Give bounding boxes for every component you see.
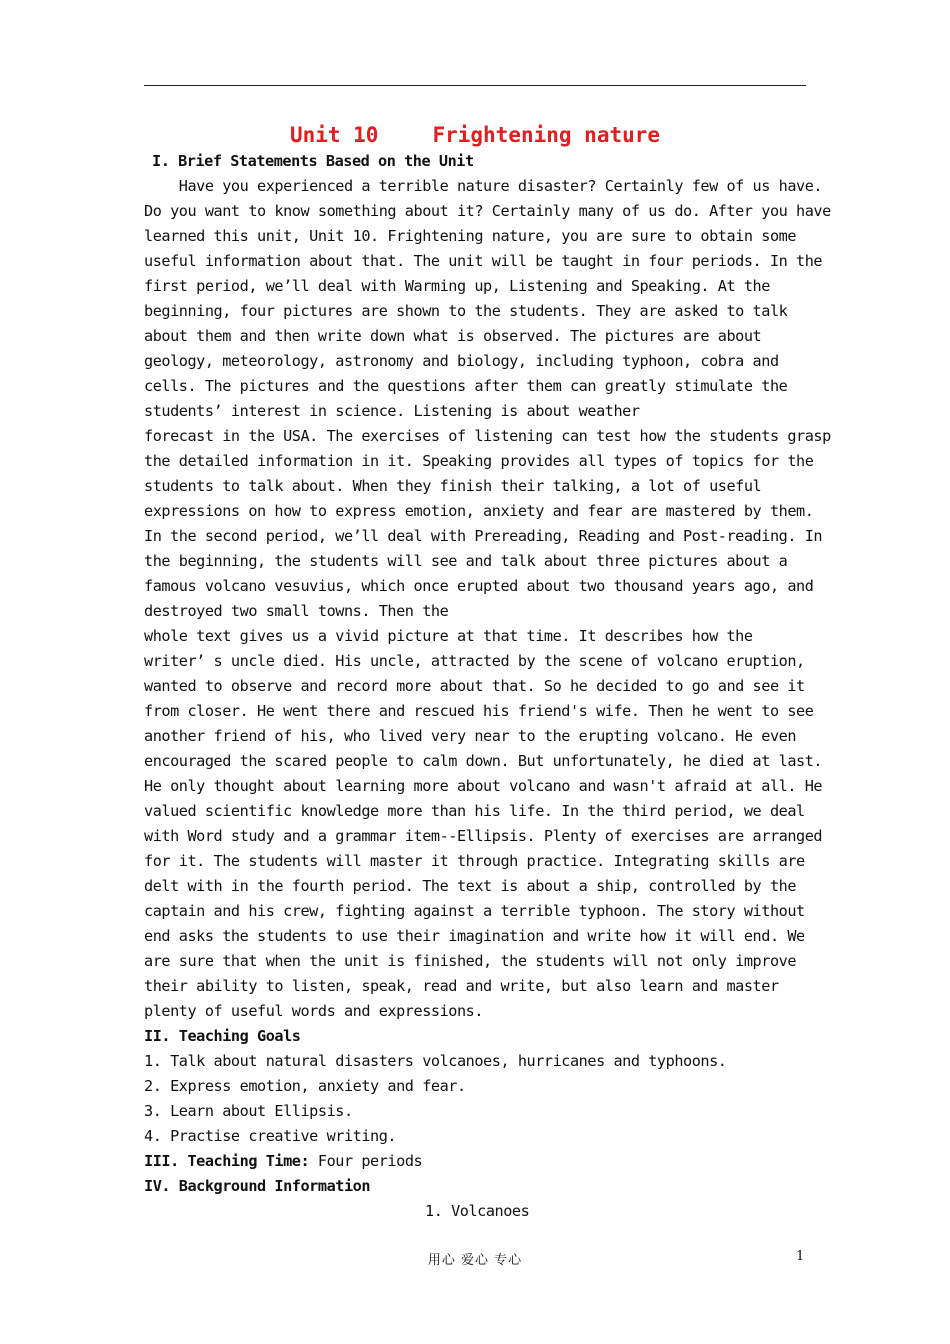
- goal-item: 3. Learn about Ellipsis.: [144, 1102, 353, 1120]
- paragraph-line: whole text gives us a vivid picture at that time. It describes how the: [144, 627, 753, 645]
- paragraph-line: writer’ s uncle died. His uncle, attracted by the scene of volcano eruption,: [144, 652, 805, 670]
- paragraph-line: with Word study and a grammar item--Ellipsis. Plenty of exercises are arranged: [144, 827, 823, 845]
- paragraph-line: students to talk about. When they finish their talking, a lot of useful: [144, 477, 762, 495]
- paragraph-line: He only thought about learning more about volcano and wasn't afraid at all. He: [144, 777, 823, 795]
- page-footer: 用心 爱心 专心: [427, 1253, 523, 1268]
- paragraph-line: Have you experienced a terrible nature disaster? Certainly few of us have.: [144, 177, 823, 195]
- paragraph-line: cells. The pictures and the questions after them can greatly stimulate the: [144, 377, 788, 395]
- paragraph-line: from closer. He went there and rescued his friend's wife. Then he went to see: [144, 702, 814, 720]
- section-heading-time: III. Teaching Time:: [144, 1152, 310, 1170]
- paragraph-line: plenty of useful words and expressions.: [144, 1002, 484, 1020]
- section-heading-brief: I. Brief Statements Based on the Unit: [152, 152, 474, 170]
- header-rule: [144, 85, 806, 86]
- section-heading-background: IV. Background Information: [144, 1177, 371, 1195]
- page-number: 1: [796, 1249, 805, 1264]
- paragraph-line: first period, we’ll deal with Warming up, Listening and Speaking. At the: [144, 277, 770, 295]
- goal-item: 2. Express emotion, anxiety and fear.: [144, 1077, 466, 1095]
- paragraph-line: their ability to listen, speak, read and write, but also learn and master: [144, 977, 779, 995]
- paragraph-line: useful information about that. The unit will be taught in four periods. In the: [144, 252, 823, 270]
- teaching-time-value: Four periods: [309, 1152, 423, 1170]
- paragraph-line: learned this unit, Unit 10. Frightening nature, you are sure to obtain some: [144, 227, 797, 245]
- paragraph-line: famous volcano vesuvius, which once erupted about two thousand years ago, and: [144, 577, 814, 595]
- teaching-time: [144, 1149, 422, 1174]
- page-title: [0, 123, 950, 147]
- title-topic: Frightening nature: [432, 123, 661, 147]
- paragraph-line: forecast in the USA. The exercises of listening can test how the students grasp: [144, 427, 831, 445]
- paragraph-line: captain and his crew, fighting against a terrible typhoon. The story without: [144, 902, 805, 920]
- paragraph-line: end asks the students to use their imagination and write how it will end. We: [144, 927, 805, 945]
- paragraph-line: destroyed two small towns. Then the: [144, 602, 449, 620]
- paragraph-line: encouraged the scared people to calm down. But unfortunately, he died at last.: [144, 752, 823, 770]
- paragraph-line: expressions on how to express emotion, anxiety and fear are mastered by them.: [144, 502, 814, 520]
- paragraph-line: the detailed information in it. Speaking provides all types of topics for the: [144, 452, 814, 470]
- paragraph-line: for it. The students will master it through practice. Integrating skills are: [144, 852, 805, 870]
- paragraph-line: students’ interest in science. Listening is about weather: [144, 402, 640, 420]
- paragraph-line: another friend of his, who lived very near to the erupting volcano. He even: [144, 727, 797, 745]
- paragraph-line: beginning, four pictures are shown to the students. They are asked to talk: [144, 302, 788, 320]
- goal-item: 4. Practise creative writing.: [144, 1127, 397, 1145]
- title-unit: Unit 10: [289, 123, 379, 147]
- paragraph-line: about them and then write down what is observed. The pictures are about: [144, 327, 762, 345]
- section-heading-goals: II. Teaching Goals: [144, 1027, 301, 1045]
- paragraph-line: Do you want to know something about it? Certainly many of us do. After you have: [144, 202, 831, 220]
- paragraph-line: valued scientific knowledge more than his life. In the third period, we deal: [144, 802, 805, 820]
- paragraph-line: delt with in the fourth period. The text is about a ship, controlled by the: [144, 877, 797, 895]
- paragraph-line: wanted to observe and record more about that. So he decided to go and see it: [144, 677, 805, 695]
- subheading-volcanoes: 1. Volcanoes: [425, 1202, 530, 1220]
- paragraph-line: are sure that when the unit is finished, the students will not only improve: [144, 952, 797, 970]
- goal-item: 1. Talk about natural disasters volcanoes, hurricanes and typhoons.: [144, 1052, 727, 1070]
- paragraph-line: the beginning, the students will see and talk about three pictures about a: [144, 552, 788, 570]
- paragraph-line: In the second period, we’ll deal with Prereading, Reading and Post-reading. In: [144, 527, 823, 545]
- paragraph-line: geology, meteorology, astronomy and biology, including typhoon, cobra and: [144, 352, 779, 370]
